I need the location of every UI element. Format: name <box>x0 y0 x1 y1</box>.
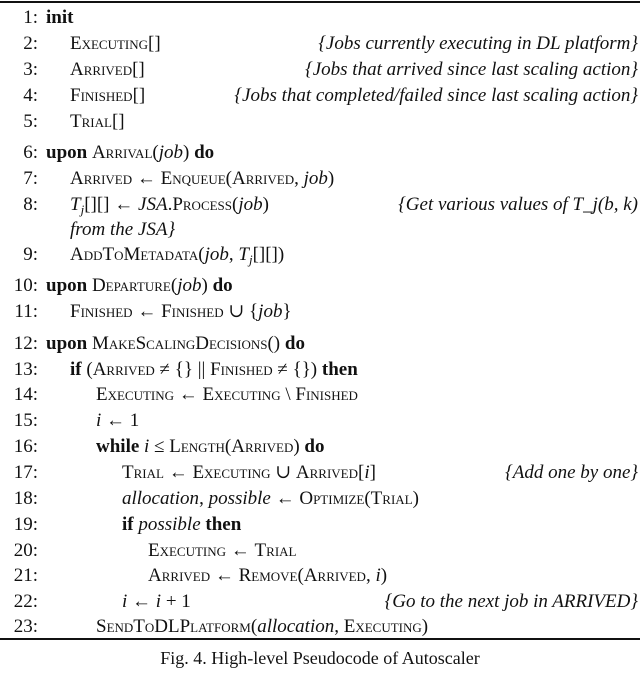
code-text <box>70 299 292 325</box>
line-number: 5: <box>23 111 38 132</box>
code-token: possible <box>138 514 201 535</box>
line-number: 17: <box>13 462 38 483</box>
code-line <box>0 614 640 640</box>
code-token: [] <box>132 59 145 80</box>
code-token: Arrived <box>70 59 133 80</box>
code-token: allocation <box>257 616 335 637</box>
code-text <box>96 434 325 460</box>
code-token: , <box>228 244 239 265</box>
code-line <box>0 83 640 109</box>
code-line <box>0 217 640 243</box>
code-token: job <box>238 194 263 215</box>
code-token: ( <box>224 436 232 457</box>
code-token: j <box>248 252 253 267</box>
code-token: Trial <box>122 462 164 483</box>
code-comment: {Go to the next job in ARRIVED} <box>384 591 638 612</box>
line-number: 23: <box>13 616 38 637</box>
code-token: ) <box>183 142 195 163</box>
code-token: ) <box>412 488 419 509</box>
code-token: \ <box>280 384 296 405</box>
code-text <box>148 538 296 564</box>
code-line <box>0 166 640 192</box>
code-token: Trial <box>70 111 112 132</box>
code-token: ] <box>369 462 376 483</box>
code-text <box>96 408 139 434</box>
line-number: 1: <box>23 7 38 28</box>
code-token: Arrived <box>148 565 211 586</box>
code-text <box>148 563 387 589</box>
code-token: if <box>122 514 139 535</box>
code-token: ) <box>327 168 335 189</box>
code-token: then <box>200 514 242 535</box>
code-comment: {Jobs currently executing in DL platform} <box>318 33 638 54</box>
code-token: ( <box>297 565 304 586</box>
line-number: 19: <box>13 514 38 535</box>
code-line <box>0 242 640 268</box>
line-number: 12: <box>13 333 38 354</box>
code-token: SendToDLPlatform <box>96 616 251 637</box>
code-token: . <box>167 194 173 215</box>
line-number: 16: <box>13 436 38 457</box>
line-number: 15: <box>13 410 38 431</box>
code-token: Optimize <box>299 488 365 509</box>
line-number: 9: <box>23 244 38 265</box>
code-token: Arrived <box>303 565 366 586</box>
code-token: ( <box>170 275 178 296</box>
code-line <box>0 382 640 408</box>
line-number: 14: <box>13 384 38 405</box>
code-token: + 1 <box>161 591 191 612</box>
code-token: do <box>284 333 305 354</box>
code-token: Trial <box>370 488 413 509</box>
code-token: , <box>294 168 304 189</box>
code-token: j <box>80 202 85 217</box>
code-text <box>70 31 161 57</box>
code-line <box>0 192 640 218</box>
code-token: ← <box>132 301 162 322</box>
code-text <box>70 166 334 192</box>
code-text <box>70 83 145 109</box>
code-token: Executing <box>70 33 149 54</box>
code-token: Length <box>169 436 225 457</box>
code-text <box>46 5 73 31</box>
code-token: Finished <box>70 85 133 106</box>
code-token: upon <box>46 333 92 354</box>
code-token: , <box>365 565 376 586</box>
code-token: Departure <box>91 275 171 296</box>
code-token: ← <box>132 168 161 189</box>
code-token: ← <box>226 540 255 561</box>
code-text <box>46 273 233 299</box>
code-text <box>70 109 125 135</box>
line-number: 21: <box>13 565 38 586</box>
code-line <box>0 538 640 564</box>
line-number: 22: <box>13 591 38 612</box>
code-token: ) <box>262 194 269 215</box>
code-line <box>0 5 640 31</box>
code-token: allocation <box>122 488 200 509</box>
code-token: Arrived <box>70 168 133 189</box>
line-number: 18: <box>13 488 38 509</box>
code-token: from the JSA} <box>70 219 176 240</box>
code-token: Finished <box>210 359 273 380</box>
code-token: ) <box>293 436 305 457</box>
code-token: ∪ <box>270 462 296 483</box>
code-token: ( <box>198 244 205 265</box>
code-token: ← 1 <box>101 410 140 431</box>
code-text <box>70 217 175 243</box>
code-token: job <box>158 142 183 163</box>
code-token: , <box>334 616 344 637</box>
code-token: Executing <box>148 540 227 561</box>
code-line <box>0 57 640 83</box>
code-token: Trial <box>254 540 297 561</box>
code-token: ← <box>174 384 203 405</box>
code-token: ← <box>270 488 300 509</box>
code-token: do <box>304 436 325 457</box>
code-token: T <box>70 194 81 215</box>
code-token: ( <box>232 194 239 215</box>
code-token: [][]) <box>252 244 285 265</box>
code-token: [][] ← <box>84 194 139 215</box>
code-text <box>122 589 191 615</box>
code-text <box>122 460 376 486</box>
code-token: T <box>238 244 249 265</box>
code-token: upon <box>46 142 92 163</box>
code-text <box>70 357 358 383</box>
code-token: job <box>204 244 229 265</box>
code-token: [ <box>358 462 365 483</box>
line-number: 13: <box>13 359 38 380</box>
code-token: ) <box>201 275 213 296</box>
line-number: 7: <box>23 168 38 189</box>
code-token: ) <box>380 565 388 586</box>
code-token: Remove <box>238 565 298 586</box>
code-line <box>0 357 640 383</box>
code-token: i <box>155 591 162 612</box>
line-number: 10: <box>13 275 38 296</box>
code-token: while <box>96 436 145 457</box>
code-token: i <box>144 436 150 457</box>
code-token: Executing <box>343 616 422 637</box>
code-token: ← <box>127 591 156 612</box>
code-text <box>122 486 419 512</box>
top-rule <box>0 1 640 3</box>
code-token: job <box>177 275 202 296</box>
code-token: Finished <box>161 301 224 322</box>
code-token: ← <box>163 462 193 483</box>
code-text <box>96 614 428 640</box>
code-text <box>122 512 241 538</box>
line-number: 8: <box>23 194 38 215</box>
code-token: [] <box>148 33 161 54</box>
code-line <box>0 486 640 512</box>
code-comment: {Add one by one} <box>505 462 638 483</box>
code-line <box>0 589 640 615</box>
line-number: 6: <box>23 142 38 163</box>
code-line <box>0 563 640 589</box>
code-text <box>46 331 305 357</box>
line-number: 4: <box>23 85 38 106</box>
line-number: 3: <box>23 59 38 80</box>
code-token: Arrived <box>295 462 359 483</box>
code-line <box>0 512 640 538</box>
code-token: ( <box>225 168 232 189</box>
code-text <box>70 57 145 83</box>
code-token: JSA <box>138 194 168 215</box>
code-token: possible <box>208 488 271 509</box>
code-line <box>0 460 640 486</box>
code-comment: {Jobs that completed/failed since last scaling action} <box>234 85 638 106</box>
code-text <box>96 382 358 408</box>
code-token: Arrived <box>92 359 155 380</box>
code-token: ∪ { <box>223 301 259 322</box>
code-token: ( <box>86 359 93 380</box>
code-token: ( <box>152 142 159 163</box>
code-token: then <box>321 359 358 380</box>
code-token: Executing <box>202 384 281 405</box>
code-line <box>0 273 640 299</box>
code-token: ) <box>421 616 429 637</box>
code-line <box>0 408 640 434</box>
code-token: job <box>258 301 283 322</box>
code-token: Process <box>172 194 233 215</box>
code-token: Arrived <box>231 168 295 189</box>
code-comment: {Jobs that arrived since last scaling action} <box>305 59 638 80</box>
line-number: 11: <box>14 301 38 322</box>
code-token: Executing <box>96 384 175 405</box>
code-line <box>0 109 640 135</box>
code-text <box>46 140 214 166</box>
code-line <box>0 331 640 357</box>
code-token: ( <box>250 616 258 637</box>
code-token: upon <box>46 275 92 296</box>
code-token: init <box>46 7 74 28</box>
code-token: ( <box>364 488 371 509</box>
code-token: i <box>122 591 128 612</box>
code-token: [] <box>132 85 146 106</box>
code-token: Executing <box>192 462 271 483</box>
code-token: Finished <box>70 301 133 322</box>
code-token: i <box>96 410 102 431</box>
code-token: Finished <box>295 384 358 405</box>
code-token: if <box>70 359 87 380</box>
code-token: do <box>212 275 233 296</box>
code-token: ≤ <box>149 436 170 457</box>
code-text <box>70 242 284 273</box>
code-token: i <box>375 565 381 586</box>
code-token: Arrived <box>231 436 294 457</box>
code-token: } <box>282 301 292 322</box>
code-line <box>0 31 640 57</box>
code-token: () <box>267 333 285 354</box>
code-token: Arrival <box>91 142 153 163</box>
code-line <box>0 140 640 166</box>
code-token: job <box>303 168 328 189</box>
code-token: , <box>199 488 209 509</box>
code-token: AddToMetadata <box>70 244 199 265</box>
code-token: i <box>364 462 370 483</box>
code-token: [] <box>111 111 125 132</box>
line-number: 2: <box>23 33 38 54</box>
line-number: 20: <box>13 540 38 561</box>
code-comment: {Get various values of T_j(b, k) <box>398 194 638 215</box>
code-token: ≠ {} || <box>154 359 211 380</box>
code-line <box>0 299 640 325</box>
code-line <box>0 434 640 460</box>
code-token: ← <box>210 565 239 586</box>
code-token: MakeScalingDecisions <box>91 333 268 354</box>
bottom-rule <box>0 638 640 640</box>
code-token: do <box>194 142 215 163</box>
code-token: ≠ {}) <box>272 359 322 380</box>
figure-caption: Fig. 4. High-level Pseudocode of Autoscaler <box>160 648 480 668</box>
code-token: Enqueue <box>160 168 226 189</box>
